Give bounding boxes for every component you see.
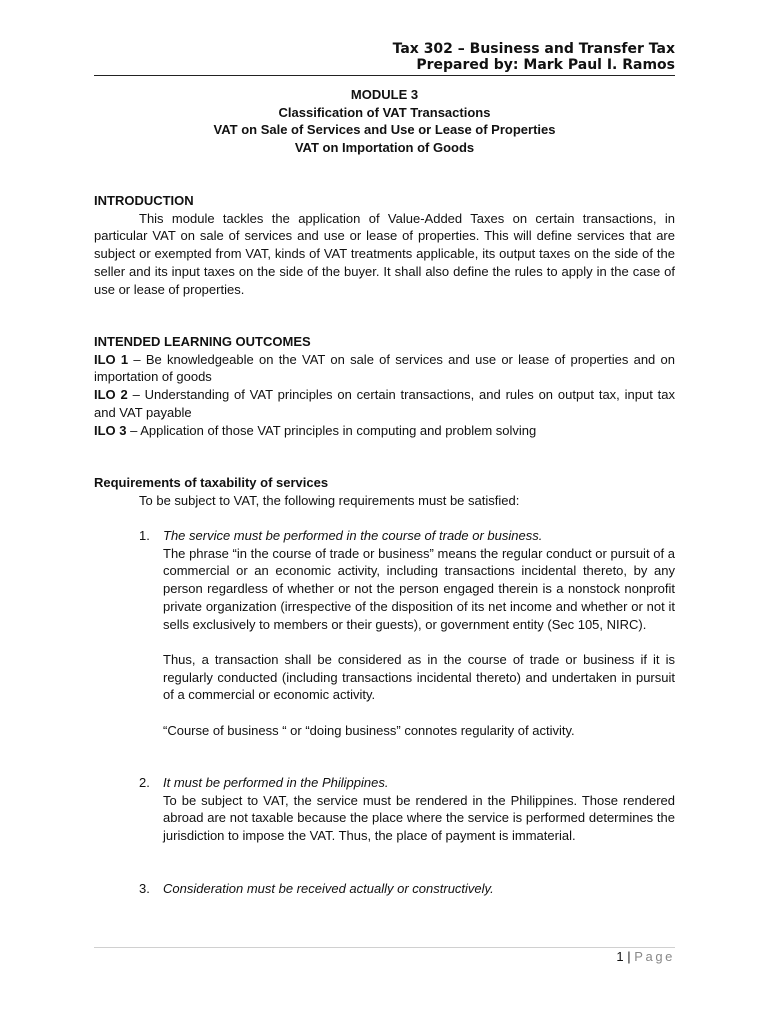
requirement-title: Consideration must be received actually or constructively. — [163, 881, 494, 896]
page-footer — [94, 949, 675, 965]
requirements-section — [94, 474, 675, 509]
list-number: 2. — [139, 775, 150, 790]
introduction-heading: INTRODUCTION — [94, 193, 194, 208]
ilo-item-3 — [94, 422, 675, 440]
footer-divider — [94, 947, 675, 948]
ilo-text: – Be knowledgeable on the VAT on sale of services and use or lease of properties and on importation of goods — [94, 351, 675, 385]
course-title: Tax 302 – Business and Transfer Tax — [392, 41, 675, 57]
header-divider — [94, 75, 675, 76]
list-number: 1. — [139, 528, 150, 543]
ilo-label: ILO 2 — [94, 387, 128, 403]
list-number: 3. — [139, 881, 150, 896]
ilo-label: ILO 3 — [94, 422, 127, 438]
requirement-item-1 — [139, 527, 675, 739]
requirement-paragraph: Thus, a transaction shall be considered as in the course of trade or business if it is regularly conducted (including transactions incidental thereto) and undertaken in pursuit of a commercial or economic activity. — [163, 651, 675, 703]
requirement-paragraph: To be subject to VAT, the service must be rendered in the Philippines. Those rendered abroad are not taxable because the place where the service is performed determines the jurisdiction to impose the VAT. Thus, the place of payment is immaterial. — [163, 792, 675, 844]
page-header — [94, 41, 675, 73]
requirement-paragraph: The phrase “in the course of trade or business” means the regular conduct or pursuit of a commercial or an economic activity, including transactions incidental thereto, by any person regardless of whether or not the person engaged therein is a nonstock nonprofit private organization (irrespective of the disposition of its net income and whether or not it sells exclusively to members or their guests), or government entity (Sec 105, NIRC). — [163, 545, 675, 632]
module-number: MODULE 3 — [350, 87, 419, 102]
prepared-by: Prepared by: Mark Paul I. Ramos — [416, 57, 675, 73]
ilo-text: – Application of those VAT principles in computing and problem solving — [126, 422, 537, 438]
requirement-title: The service must be performed in the course of trade or business. — [163, 528, 543, 543]
ilo-section — [94, 333, 675, 439]
requirement-paragraph: “Course of business “ or “doing business” connotes regularity of activity. — [163, 722, 575, 738]
requirement-title: It must be performed in the Philippines. — [163, 775, 389, 790]
page-number: 1 — [616, 949, 624, 964]
ilo-text: – Understanding of VAT principles on certain transactions, and rules on output tax, input tax and VAT payable — [94, 387, 675, 420]
introduction-section — [94, 192, 675, 298]
module-title-2: VAT on Sale of Services and Use or Lease of Properties — [213, 122, 556, 137]
requirements-heading: Requirements of taxability of services — [94, 475, 329, 490]
footer-separator: | — [627, 949, 631, 964]
module-titles — [94, 86, 675, 156]
ilo-item-1 — [94, 351, 675, 386]
ilo-item-2 — [94, 386, 675, 421]
introduction-text: This module tackles the application of Value-Added Taxes on certain transactions, in particular VAT on sale of services and use or lease of properties. This will define services that are subject or exempted from VAT, kinds of VAT treatments applicable, its output taxes on the side of the seller and its input taxes on the side of the buyer. It shall also define the rules to apply in the case of use or lease of properties. — [94, 210, 675, 297]
ilo-label: ILO 1 — [94, 351, 129, 367]
requirements-intro: To be subject to VAT, the following requirements must be satisfied: — [139, 492, 520, 508]
ilo-heading: INTENDED LEARNING OUTCOMES — [94, 334, 311, 349]
page-label: Page — [634, 949, 675, 964]
requirement-item-3 — [139, 880, 675, 898]
module-title-1: Classification of VAT Transactions — [278, 104, 491, 120]
requirement-item-2 — [139, 774, 675, 845]
module-title-3: VAT on Importation of Goods — [294, 139, 475, 155]
